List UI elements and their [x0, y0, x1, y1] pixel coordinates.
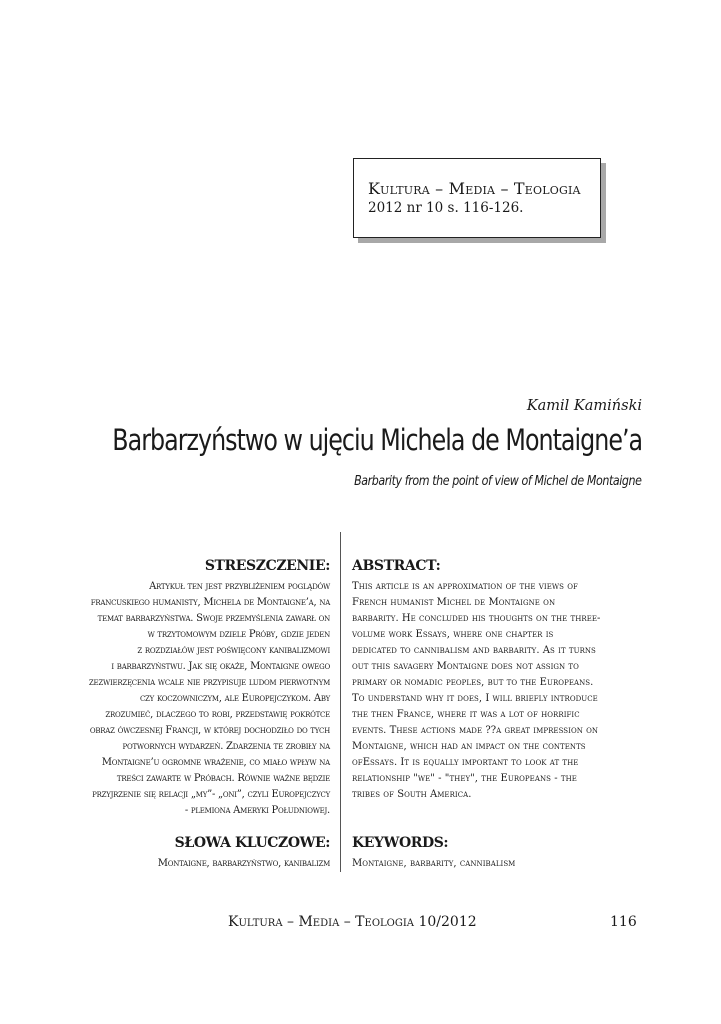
article-title: Barbarzyństwo w ujęciu Michela de Montaigne’a — [112, 423, 642, 457]
abstract-line: tribes of South America. — [352, 789, 472, 800]
abstract-line: primary or nomadic peoples, but to the Europeans. — [352, 677, 594, 688]
abstract-section — [352, 557, 642, 803]
abstract-line: dedicated to cannibalism and barbarity. As it turns — [352, 645, 596, 656]
journal-info-box — [353, 158, 601, 238]
streszczenie-line: Montaigne’u ogromne wrażenie, co miało wpływ na — [101, 757, 330, 768]
streszczenie-line: i barbarzyństwu. Jak się okaże, Montaigne owego — [111, 661, 330, 672]
streszczenie-line: przyjrzenie się relacji „my”- „oni”, czyli Europejczycy — [92, 789, 330, 800]
abstract-line: Montaigne, which had an impact on the contents — [352, 741, 586, 752]
streszczenie-line: Artykuł ten jest przybliżeniem poglądów — [149, 581, 330, 592]
streszczenie-line: czy koczowniczym, ale Europejczykom. Aby — [139, 693, 330, 704]
keywords-pl-text: Montaigne, barbarzyństwo, kanibalizm — [157, 858, 330, 869]
abstract-line: barbarity. He concluded his thoughts on the three- — [352, 613, 601, 624]
streszczenie-line: potwornych wydarzeń. Zdarzenia te zrobiły na — [122, 741, 330, 752]
column-divider — [340, 532, 341, 872]
abstract-line: events. These actions made ??a great impression on — [352, 725, 599, 736]
abstract-line: volume work Essays, where one chapter is — [352, 629, 554, 640]
streszczenie-section — [58, 557, 330, 819]
streszczenie-line: francuskiego humanisty, Michela de Montaigne’a, na — [90, 597, 330, 608]
streszczenie-line: zezwierzęcenia wcale nie przypisuje ludom pierwotnym — [88, 677, 330, 688]
abstract-line: French humanist Michel de Montaigne on — [352, 597, 556, 608]
keywords-en-section — [352, 834, 642, 872]
footer-journal: Kultura – Media – Teologia 10/2012 — [228, 914, 477, 930]
keywords-en-heading: KEYWORDS: — [352, 835, 449, 851]
streszczenie-line: - plemiona Ameryki Południowej. — [184, 805, 330, 816]
abstract-line: the then France, where it was a lot of horrific — [352, 709, 580, 720]
streszczenie-text — [58, 579, 330, 819]
journal-issue: 2012 nr 10 s. 116-126. — [368, 200, 524, 216]
abstract-line: This article is an approximation of the views of — [352, 581, 578, 592]
streszczenie-line: zrozumieć, dlaczego to robi, przedstawię pokrótce — [105, 709, 330, 720]
keywords-pl-heading: SŁOWA KLUCZOWE: — [174, 835, 330, 851]
abstract-line: relationship "we" - "they", the Europeans - the — [352, 773, 577, 784]
abstract-heading: ABSTRACT: — [352, 558, 441, 574]
article-subtitle: Barbarity from the point of view of Michel de Montaigne — [354, 473, 642, 489]
streszczenie-line: obraz ówczesnej Francji, w której dochodziło do tych — [89, 725, 330, 736]
streszczenie-line: w trzytomowym dziele Próby, gdzie jeden — [147, 629, 330, 640]
abstract-text — [352, 579, 642, 803]
abstract-line: To understand why it does, I will briefly introduce — [352, 693, 598, 704]
abstract-line: ofEssays. It is equally important to look at the — [352, 757, 579, 768]
author-name: Kamil Kamiński — [526, 398, 642, 414]
streszczenie-line: temat barbarzyństwa. Swoje przemyślenia zawarł on — [97, 613, 330, 624]
streszczenie-heading: STRESZCZENIE: — [204, 558, 330, 574]
keywords-en-text: Montaigne, barbarity, cannibalism — [352, 858, 516, 869]
page-number: 116 — [610, 914, 637, 930]
keywords-pl-section — [58, 834, 330, 872]
abstract-line: out this savagery Montaigne does not assign to — [352, 661, 579, 672]
streszczenie-line: treści zawarte w Próbach. Równie ważne będzie — [116, 773, 330, 784]
streszczenie-line: z rozdziałów jest poświęcony kanibalizmowi — [137, 645, 330, 656]
journal-name: Kultura – Media – Teologia — [368, 179, 581, 198]
